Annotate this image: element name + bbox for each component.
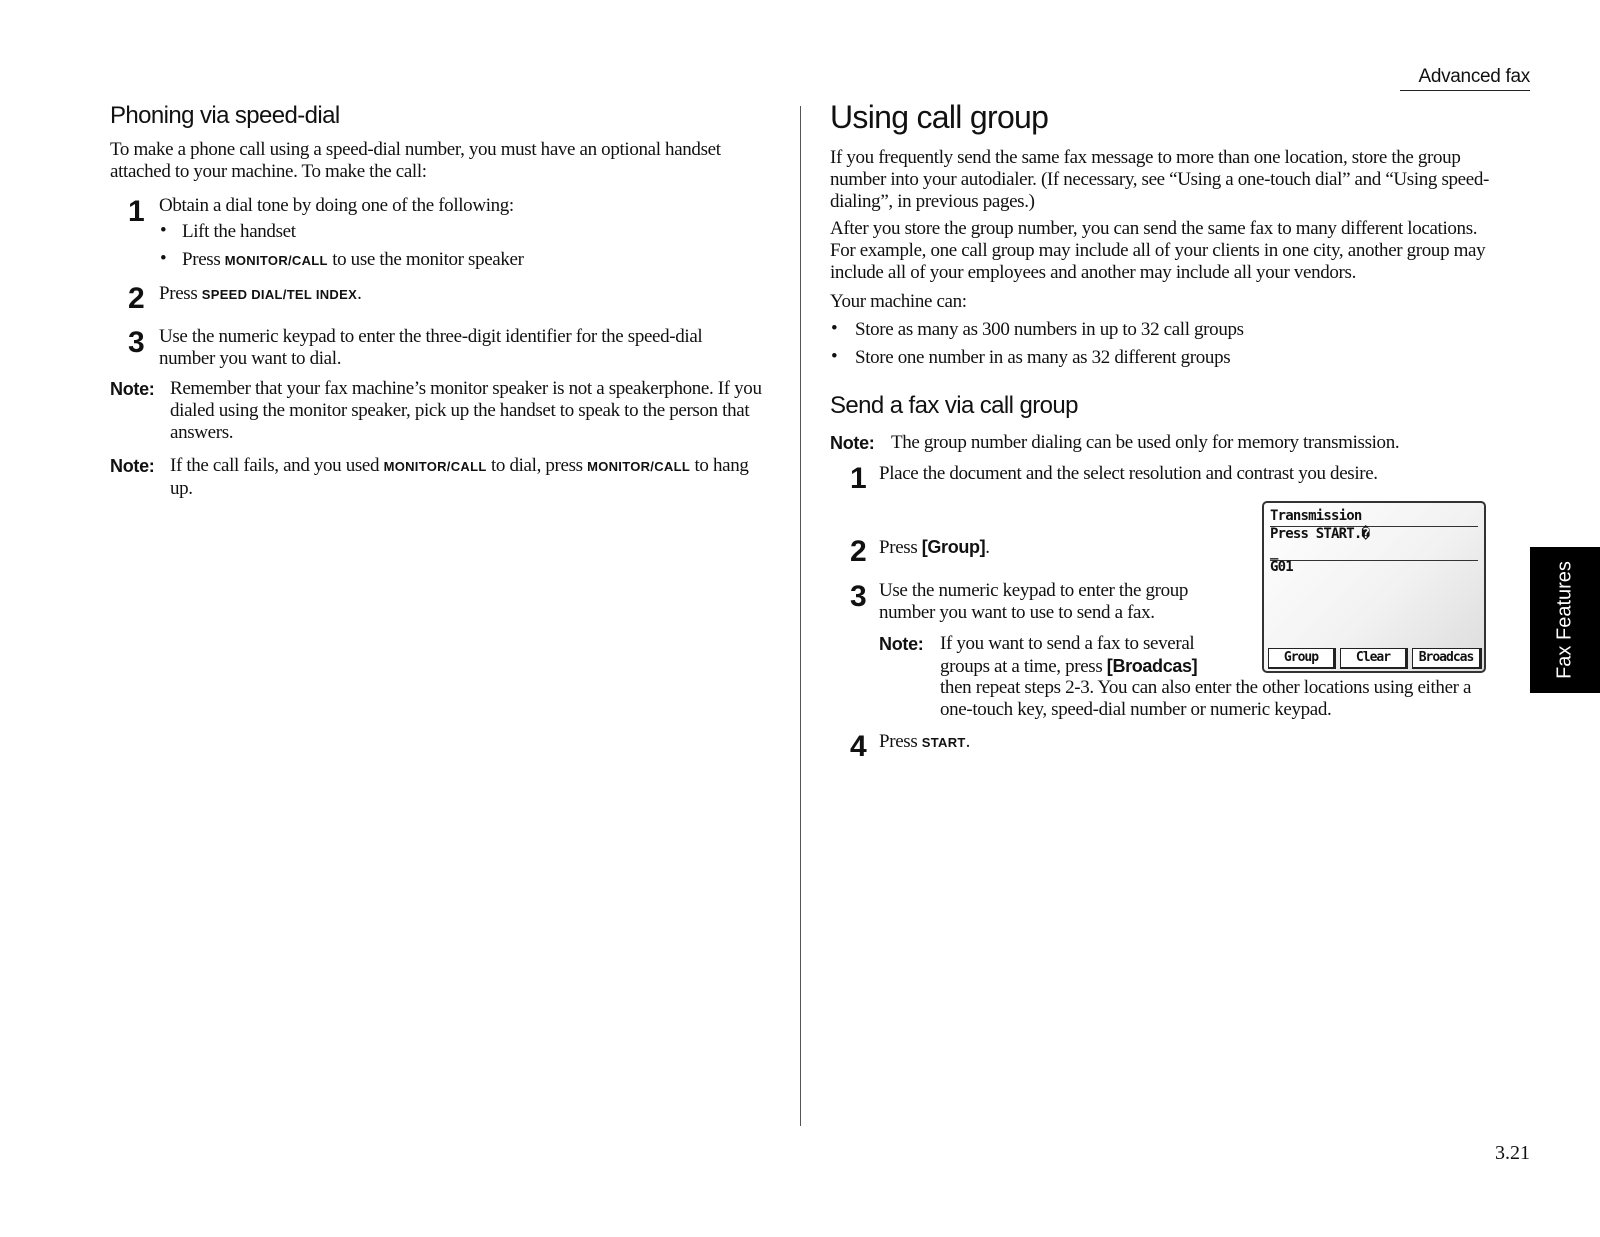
paragraph: Your machine can: (830, 291, 967, 312)
paragraph: If you frequently send the same fax message to more than one location, store the group number into your autodialer. (If necessary, see “Using a one-touch dial” and “Using speed-dialing”, in previous pages.) (830, 147, 1489, 212)
lcd-line-2: Press START.� (1270, 526, 1370, 542)
step-number: 3 (850, 580, 867, 613)
bullet-text: Lift the handset (182, 221, 296, 242)
note-label: Note: (110, 379, 155, 399)
key-group: [Group] (921, 537, 986, 557)
step-number: 1 (850, 462, 867, 495)
chapter-tab-label: Fax Features (1553, 561, 1576, 679)
step-text: Use the numeric keypad to enter the three-digit identifier for the speed-dial number you want to dial. (159, 326, 703, 369)
page-title: Using call group (830, 99, 1049, 135)
bullet-dot: • (831, 346, 838, 367)
key-broadcast: [Broadcas] (1106, 656, 1198, 676)
note-text: If the call fails, and you used MONITOR/CALL to dial, press MONITOR/CALL to hang up. (170, 455, 749, 499)
step-text: Press [Group]. (879, 537, 990, 558)
key-monitor-call: MONITOR/CALL (224, 253, 328, 268)
step-number: 3 (128, 326, 145, 359)
note-label: Note: (830, 433, 875, 453)
lcd-softkey-group: Group (1268, 648, 1336, 669)
note-text: Remember that your fax machine’s monitor speaker is not a speakerphone. If you dialed using the monitor speaker, pick up the handset to speak to the person that answers. (170, 378, 762, 443)
bullet-text: Press MONITOR/CALL to use the monitor speaker (182, 249, 524, 270)
bullet-dot: • (831, 318, 838, 339)
page-number: 3.21 (1495, 1142, 1530, 1164)
running-head: Advanced fax (1400, 66, 1530, 91)
lcd-line-3: G01 (1270, 559, 1293, 575)
step-text: Press START. (879, 731, 971, 752)
step-number: 2 (850, 535, 867, 568)
step-number: 1 (128, 195, 145, 228)
bullet-text: Store as many as 300 numbers in up to 32 call groups (855, 319, 1244, 340)
intro-paragraph: To make a phone call using a speed-dial number, you must have an optional handset attached to your machine. To make the call: (110, 139, 721, 182)
step-text: Obtain a dial tone by doing one of the following: (159, 195, 514, 216)
paragraph: After you store the group number, you can send the same fax to many different locations. For example, one call group may include all of your clients in one city, another group may include all of your employees and another may include all your vendors. (830, 218, 1486, 283)
lcd-line-1: Transmission (1270, 508, 1362, 524)
lcd-softkey-clear: Clear (1340, 648, 1408, 669)
note-label: Note: (110, 456, 155, 476)
step-text: Use the numeric keypad to enter the group number you want to use to send a fax. (879, 580, 1189, 623)
lcd-cursor: _ (1270, 544, 1278, 560)
bullet-text: Store one number in as many as 32 different groups (855, 347, 1231, 368)
section-heading-speed-dial: Phoning via speed-dial (110, 102, 340, 129)
bullet-dot: • (160, 248, 167, 269)
note-text-continued: then repeat steps 2-3. You can also enter the other locations using either a one-touch key, speed-dial number or numeric keypad. (940, 677, 1472, 720)
lcd-display (1262, 501, 1486, 673)
step-text: Place the document and the select resolution and contrast you desire. (879, 463, 1378, 484)
bullet-dot: • (160, 220, 167, 241)
note-text: If you want to send a fax to several groups at a time, press [Broadcas] (940, 633, 1198, 677)
subsection-heading: Send a fax via call group (830, 392, 1078, 419)
chapter-tab (1530, 547, 1600, 693)
key-speed-dial: SPEED DIAL/TEL INDEX (201, 287, 358, 302)
key-start: START (921, 735, 966, 750)
step-number: 4 (850, 730, 867, 763)
lcd-rule (1270, 560, 1478, 561)
step-number: 2 (128, 282, 145, 315)
lcd-symbol-icon: � (1361, 526, 1370, 542)
lcd-softkey-broadcast: Broadcas (1412, 648, 1482, 669)
column-divider (800, 106, 801, 1126)
note-label: Note: (879, 634, 924, 654)
note-text: The group number dialing can be used only for memory transmission. (891, 432, 1400, 453)
step-text: Press SPEED DIAL/TEL INDEX. (159, 283, 362, 304)
